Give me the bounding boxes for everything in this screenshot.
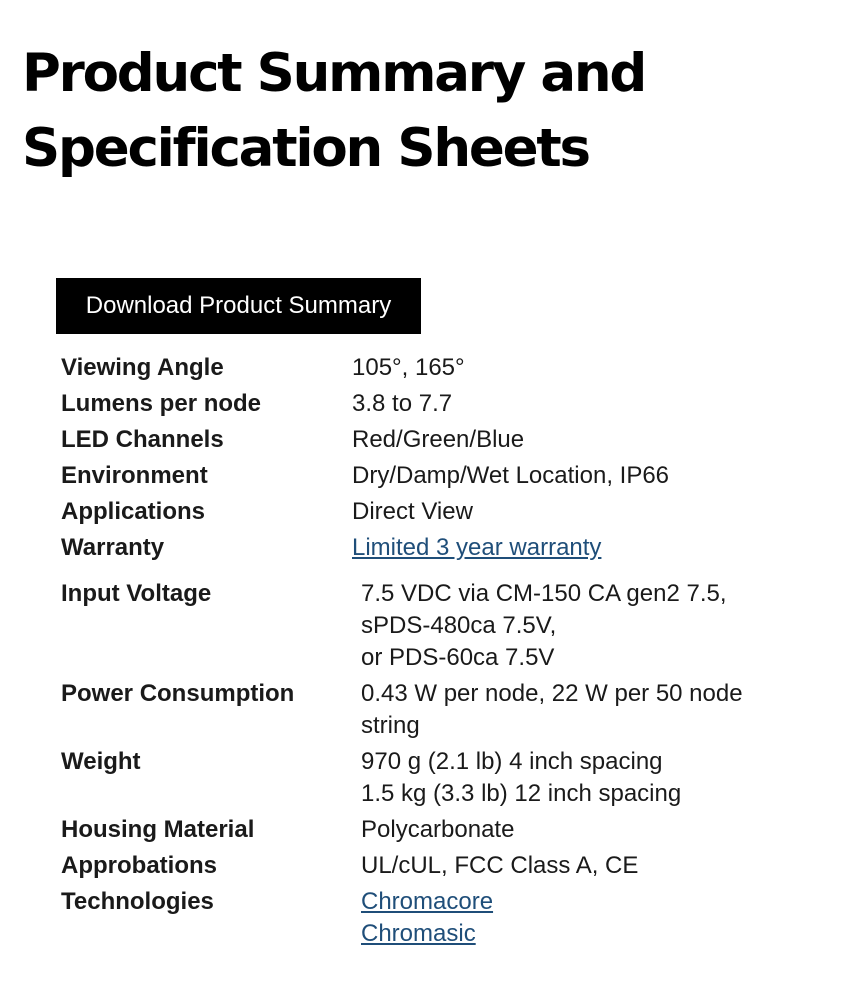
spec-row-input-voltage <box>61 578 821 674</box>
spec-value: Dry/Damp/Wet Location, IP66 <box>352 462 670 489</box>
spec-value <box>352 532 601 564</box>
spec-row-lumens-per-node <box>61 388 821 420</box>
page-title-line-1: Product Summary and <box>22 43 646 104</box>
spec-row-housing-material <box>61 814 821 846</box>
spec-label: Housing Material <box>61 816 255 843</box>
spec-label: Approbations <box>61 852 217 879</box>
spec-table <box>61 352 821 950</box>
spec-label: Power Consumption <box>61 680 295 707</box>
spec-row-viewing-angle <box>61 352 821 384</box>
spec-value: 105°, 165° <box>352 354 465 381</box>
page-title-line-2: Specification Sheets <box>22 118 589 179</box>
spec-row-technologies <box>61 886 821 950</box>
spec-value: Polycarbonate <box>361 816 515 843</box>
spec-value: 0.43 W per node, 22 W per 50 node string <box>361 680 743 739</box>
spec-value: Direct View <box>352 498 473 525</box>
spec-value: Red/Green/Blue <box>352 426 525 453</box>
spec-label: Environment <box>61 462 208 489</box>
spec-row-power-consumption <box>61 678 821 742</box>
spec-label: Lumens per node <box>61 390 262 417</box>
page-title <box>22 36 822 186</box>
spec-row-environment <box>61 460 821 492</box>
spec-row-led-channels <box>61 424 821 456</box>
spec-value: 3.8 to 7.7 <box>352 390 453 417</box>
download-product-summary-button[interactable]: Download Product Summary <box>56 278 421 334</box>
spec-label: Warranty <box>61 534 165 561</box>
spec-label: Applications <box>61 498 206 525</box>
spec-label: LED Channels <box>61 426 224 453</box>
warranty-link[interactable]: Limited 3 year warranty <box>352 534 602 561</box>
spec-row-weight <box>61 746 821 810</box>
spec-value <box>361 886 493 950</box>
spec-value: 7.5 VDC via CM-150 CA gen2 7.5, sPDS-480ca 7.5V, or PDS-60ca 7.5V <box>361 580 727 671</box>
spec-label: Viewing Angle <box>61 354 224 381</box>
spec-row-approbations <box>61 850 821 882</box>
chromasic-link[interactable]: Chromasic <box>361 920 476 947</box>
spec-label: Technologies <box>61 888 214 915</box>
spec-row-warranty <box>61 532 821 564</box>
spec-value: 970 g (2.1 lb) 4 inch spacing 1.5 kg (3.3 lb) 12 inch spacing <box>361 748 682 807</box>
spec-label: Weight <box>61 748 141 775</box>
spec-row-applications <box>61 496 821 528</box>
spec-label: Input Voltage <box>61 580 212 607</box>
spec-value: UL/cUL, FCC Class A, CE <box>361 852 639 879</box>
chromacore-link[interactable]: Chromacore <box>361 888 494 915</box>
